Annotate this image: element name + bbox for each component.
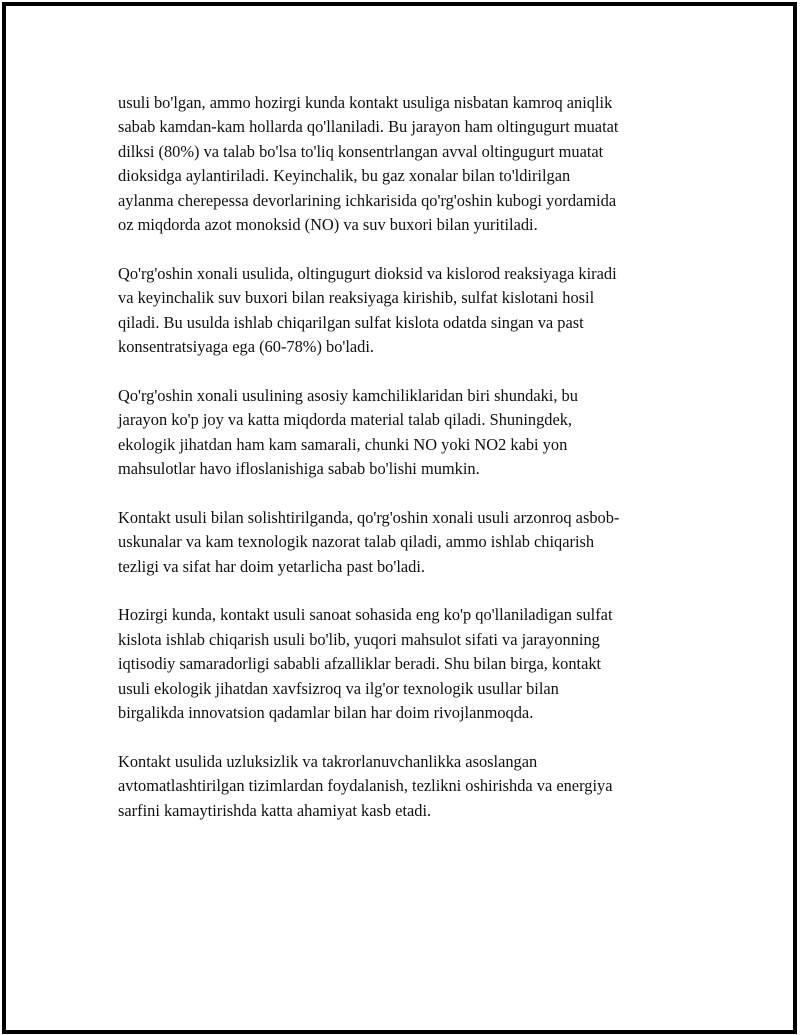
paragraph-5 bbox=[118, 603, 693, 725]
paragraph-6 bbox=[118, 750, 693, 823]
text-line: dilksi (80%) va talab bo'lsa to'liq konsentrlangan avval oltingugurt muatat bbox=[118, 141, 604, 161]
text-line: dioksidga aylantiriladi. Keyinchalik, bu gaz xonalar bilan to'ldirilgan bbox=[118, 166, 571, 186]
text-line: avtomatlashtirilgan tizimlardan foydalanish, tezlikni oshirishda va energiya bbox=[118, 776, 613, 796]
paragraph-1 bbox=[118, 91, 693, 237]
document-body bbox=[118, 91, 693, 848]
text-line: oz miqdorda azot monoksid (NO) va suv buxori bilan yuritiladi. bbox=[118, 215, 538, 235]
text-line: sarfini kamaytirishda katta ahamiyat kasb etadi. bbox=[118, 800, 432, 820]
text-line: sabab kamdan-kam hollarda qo'llaniladi. Bu jarayon ham oltingugurt muatat bbox=[118, 117, 619, 137]
paragraph-3 bbox=[118, 384, 693, 482]
text-line: kislota ishlab chiqarish usuli bo'lib, yuqori mahsulot sifati va jarayonning bbox=[118, 629, 600, 649]
paragraph-2 bbox=[118, 262, 693, 360]
text-line: va keyinchalik suv buxori bilan reaksiyaga kirishib, sulfat kislotani hosil bbox=[118, 288, 595, 308]
text-line: usuli ekologik jihatdan xavfsizroq va ilg'or texnologik usullar bilan bbox=[118, 678, 559, 698]
text-line: usuli bo'lgan, ammo hozirgi kunda kontakt usuliga nisbatan kamroq aniqlik bbox=[118, 93, 613, 112]
paragraph-4 bbox=[118, 506, 693, 579]
text-line: ekologik jihatdan ham kam samarali, chunki NO yoki NO2 kabi yon bbox=[118, 434, 568, 454]
text-line: Qo'rg'oshin xonali usulida, oltingugurt dioksid va kislorod reaksiyaga kiradi bbox=[118, 263, 617, 283]
text-line: qiladi. Bu usulda ishlab chiqarilgan sulfat kislota odatda singan va past bbox=[118, 312, 584, 332]
text-line: iqtisodiy samaradorligi sababli afzalliklar beradi. Shu bilan birga, kontakt bbox=[118, 654, 602, 674]
text-line: Qo'rg'oshin xonali usulining asosiy kamchiliklaridan biri shundaki, bu bbox=[118, 385, 578, 405]
text-line: aylanma cherepessa devorlarining ichkarisida qo'rg'oshin kubogi yordamida bbox=[118, 190, 617, 210]
text-line: Kontakt usulida uzluksizlik va takrorlanuvchanlikka asoslangan bbox=[118, 751, 538, 771]
text-line: uskunalar va kam texnologik nazorat talab qiladi, ammo ishlab chiqarish bbox=[118, 532, 595, 552]
text-line: jarayon ko'p joy va katta miqdorda material talab qiladi. Shuningdek, bbox=[118, 410, 573, 430]
text-line: mahsulotlar havo ifloslanishiga sabab bo'lishi mumkin. bbox=[118, 459, 480, 479]
text-line: birgalikda innovatsion qadamlar bilan har doim rivojlanmoqda. bbox=[118, 703, 534, 723]
text-line: Kontakt usuli bilan solishtirilganda, qo'rg'oshin xonali usuli arzonroq asbob- bbox=[118, 507, 620, 527]
text-line: tezligi va sifat har doim yetarlicha past bo'ladi. bbox=[118, 556, 425, 576]
text-line: konsentratsiyaga ega (60-78%) bo'ladi. bbox=[118, 337, 375, 357]
text-line: Hozirgi kunda, kontakt usuli sanoat sohasida eng ko'p qo'llaniladigan sulfat bbox=[118, 605, 613, 625]
